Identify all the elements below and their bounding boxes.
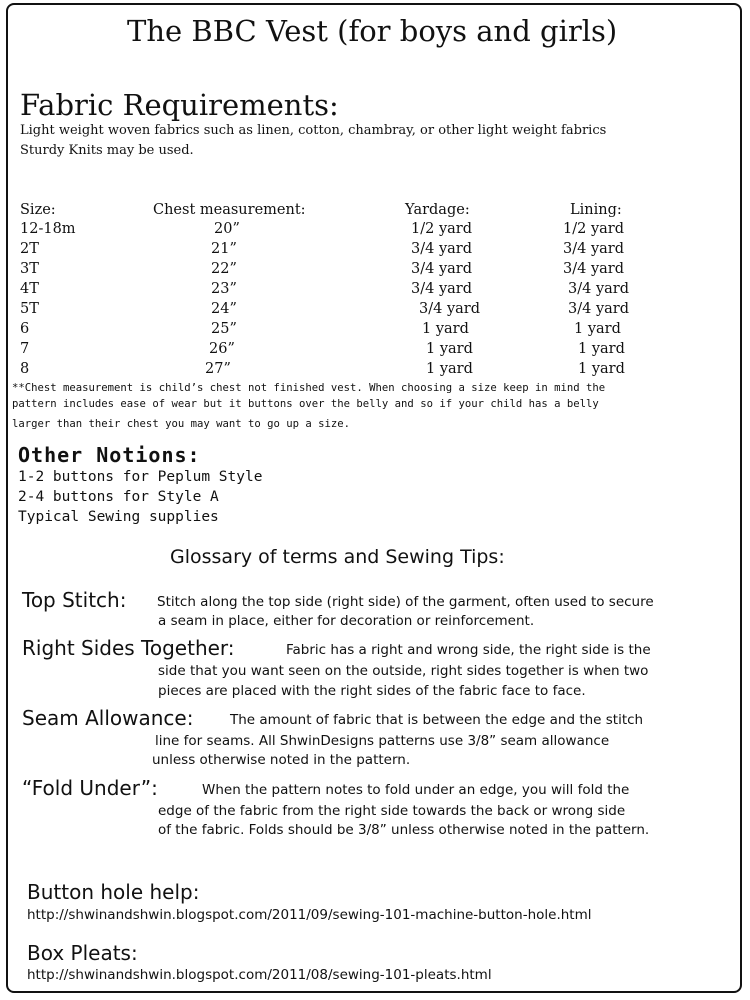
term-right-sides-together: Right Sides Together: — [22, 636, 235, 660]
cell-size: 8 — [20, 361, 30, 377]
cell-chest: 27” — [205, 361, 231, 377]
glossary-heading: Glossary of terms and Sewing Tips: — [170, 546, 505, 568]
cell-lining: 3/4 yard — [568, 281, 629, 297]
definition-line: pieces are placed with the right sides of the fabric face to face. — [158, 683, 586, 699]
cell-lining: 1 yard — [574, 321, 621, 337]
cell-lining: 1 yard — [578, 361, 625, 377]
cell-size: 12-18m — [20, 221, 76, 237]
cell-chest: 23” — [211, 281, 237, 297]
header-size: Size: — [20, 202, 56, 218]
definition-line: a seam in place, either for decoration or reinforcement. — [158, 613, 535, 629]
cell-chest: 26” — [209, 341, 235, 357]
cell-size: 4T — [20, 281, 39, 297]
cell-chest: 25” — [211, 321, 237, 337]
term-fold-under: “Fold Under”: — [22, 776, 158, 800]
cell-lining: 1 yard — [578, 341, 625, 357]
definition-line: side that you want seen on the outside, right sides together is when two — [158, 663, 649, 679]
definition-line: Stitch along the top side (right side) of the garment, often used to secure — [157, 594, 654, 610]
definition-line: of the fabric. Folds should be 3/8” unless otherwise noted in the pattern. — [158, 822, 650, 838]
box-pleats-heading: Box Pleats: — [27, 941, 138, 965]
header-yardage: Yardage: — [405, 202, 470, 218]
cell-chest: 21” — [211, 241, 237, 257]
cell-size: 7 — [20, 341, 30, 357]
cell-size: 5T — [20, 301, 39, 317]
button-hole-help-heading: Button hole help: — [27, 880, 200, 904]
chest-note-line: **Chest measurement is child’s chest not finished vest. When choosing a size keep in mind the — [12, 382, 606, 394]
cell-yardage: 1/2 yard — [411, 221, 472, 237]
box-pleats-link[interactable]: http://shwinandshwin.blogspot.com/2011/08/sewing-101-pleats.html — [27, 967, 492, 983]
cell-yardage: 1 yard — [422, 321, 469, 337]
page-title: The BBC Vest (for boys and girls) — [127, 14, 618, 48]
definition-line: line for seams. All ShwinDesigns patterns use 3/8” seam allowance — [155, 733, 610, 749]
header-lining: Lining: — [570, 202, 622, 218]
cell-lining: 3/4 yard — [563, 261, 624, 277]
cell-lining: 3/4 yard — [563, 241, 624, 257]
cell-yardage: 1 yard — [426, 341, 473, 357]
notion-item: 2-4 buttons for Style A — [18, 489, 219, 505]
cell-yardage: 3/4 yard — [411, 241, 472, 257]
cell-chest: 24” — [211, 301, 237, 317]
cell-chest: 22” — [211, 261, 237, 277]
term-seam-allowance: Seam Allowance: — [22, 706, 194, 730]
notions-heading: Other Notions: — [18, 443, 201, 467]
definition-line: edge of the fabric from the right side towards the back or wrong side — [158, 803, 626, 819]
button-hole-help-link[interactable]: http://shwinandshwin.blogspot.com/2011/09/sewing-101-machine-button-hole.html — [27, 907, 592, 923]
definition-line: The amount of fabric that is between the edge and the stitch — [230, 712, 644, 728]
definition-line: unless otherwise noted in the pattern. — [152, 752, 411, 768]
fabric-line: Light weight woven fabrics such as linen, cotton, chambray, or other light weight fabrics — [20, 123, 607, 138]
chest-note-line: pattern includes ease of wear but it buttons over the belly and so if your child has a belly — [12, 398, 599, 410]
fabric-heading: Fabric Requirements: — [20, 88, 339, 122]
notion-item: Typical Sewing supplies — [18, 509, 219, 525]
cell-size: 3T — [20, 261, 39, 277]
fabric-line: Sturdy Knits may be used. — [20, 143, 194, 158]
cell-yardage: 3/4 yard — [419, 301, 480, 317]
header-chest: Chest measurement: — [153, 202, 306, 218]
cell-yardage: 1 yard — [426, 361, 473, 377]
cell-yardage: 3/4 yard — [411, 261, 472, 277]
term-top-stitch: Top Stitch: — [22, 588, 127, 612]
cell-size: 2T — [20, 241, 39, 257]
cell-lining: 3/4 yard — [568, 301, 629, 317]
cell-chest: 20” — [214, 221, 240, 237]
notion-item: 1-2 buttons for Peplum Style — [18, 469, 263, 485]
chest-note-line: larger than their chest you may want to go up a size. — [12, 418, 351, 430]
definition-line: Fabric has a right and wrong side, the right side is the — [286, 642, 651, 658]
cell-yardage: 3/4 yard — [411, 281, 472, 297]
cell-lining: 1/2 yard — [563, 221, 624, 237]
cell-size: 6 — [20, 321, 30, 337]
definition-line: When the pattern notes to fold under an edge, you will fold the — [202, 782, 630, 798]
